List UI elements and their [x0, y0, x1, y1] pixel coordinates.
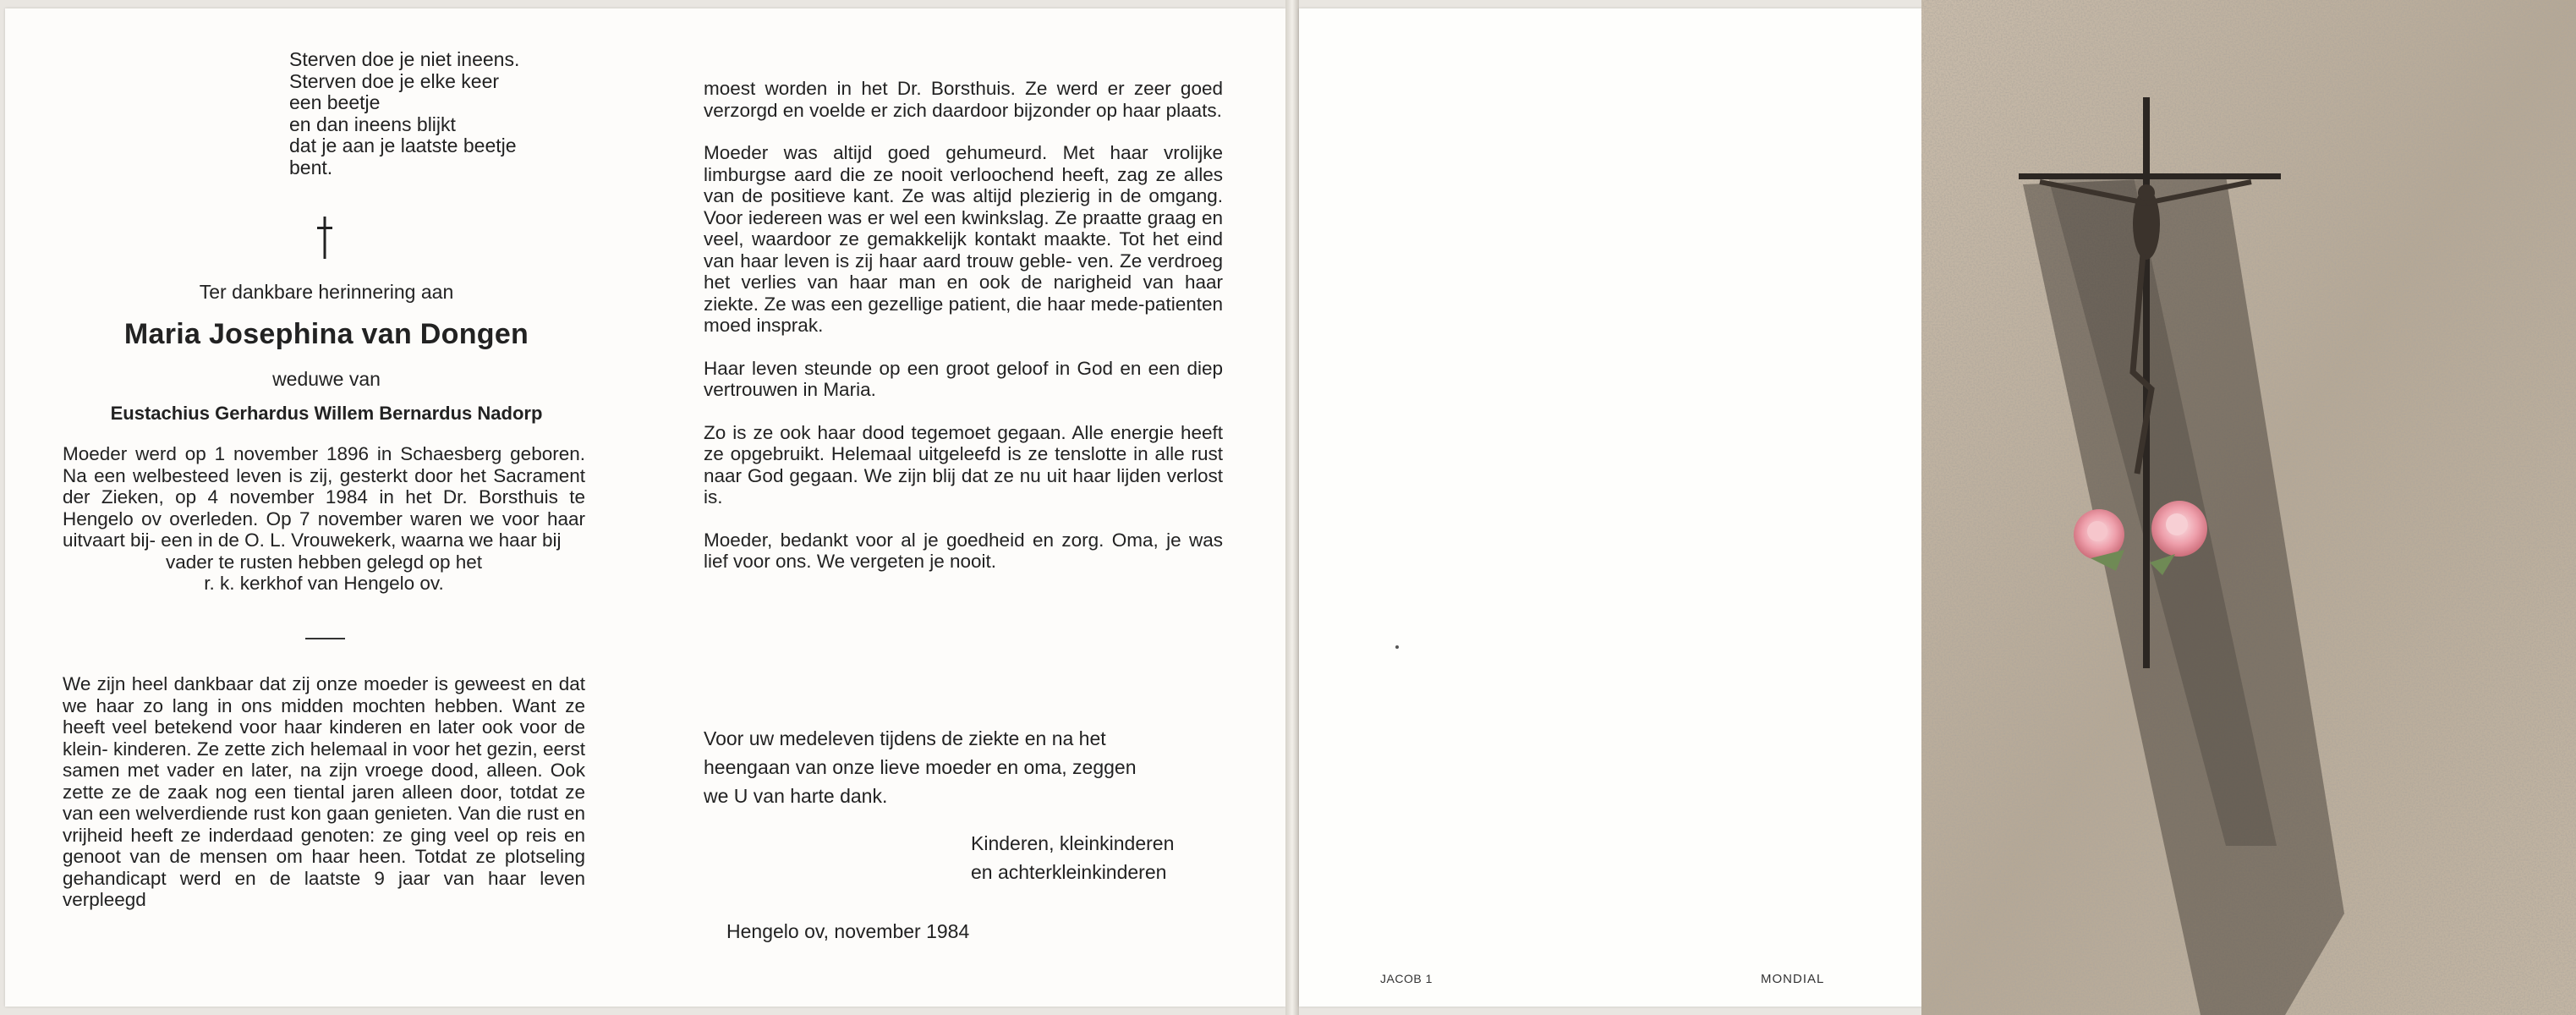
signature-line: en achterkleinkinderen — [971, 861, 1167, 883]
signature — [971, 829, 1174, 886]
poem-line: Sterven doe je elke keer — [289, 69, 500, 92]
poem-line: een beetje — [289, 91, 381, 113]
cross-icon — [316, 217, 333, 259]
crucifix-photo — [1921, 0, 2576, 1015]
inside-left-spread — [5, 8, 1285, 1007]
poem — [289, 49, 519, 178]
poem-line: dat je aan je laatste beetje — [289, 134, 517, 156]
bio-line: r. k. kerkhof van Hengelo ov. — [204, 573, 444, 594]
paragraph: Moeder was altijd goed gehumeurd. Met haar vrolijke limburgse aard die ze nooit verloochend heeft, zag ze alles van de positieve kant. Ze was altijd plezierig in de omgang. Voor iedereen was er wel een kwinkslag. Ze praatte graag en veel, waardoor ze gemakkelijk kontakt maakte. Tot het eind van haar leven is zij haar aard trouw geble- ven. Ze verdroeg het verlies van haar man en ook de narigheid van haar ziekte. Ze was een gezellige patient, die haar mede-patienten moed insprak. — [704, 142, 1223, 336]
widow-of-label: weduwe van — [272, 368, 381, 390]
biography — [63, 443, 585, 595]
text-column-1 — [63, 673, 585, 932]
paragraph: Moeder, bedankt voor al je goedheid en zorg. Oma, je was lief voor ons. We vergeten je nooit. — [704, 529, 1223, 572]
paragraph: moest worden in het Dr. Borsthuis. Ze werd er zeer goed verzorgd en voelde er zich daardoor bijzonder op haar plaats. — [704, 78, 1223, 121]
publisher-imprint: MONDIAL — [1761, 972, 1825, 986]
place-date: Hengelo ov, november 1984 — [726, 920, 970, 942]
thanks-line: we U van harte dank. — [704, 785, 888, 807]
poem-line: Sterven doe je niet ineens. — [289, 48, 520, 70]
in-memory-heading: Ter dankbare herinnering aan — [199, 281, 454, 303]
bio-text: Moeder werd op 1 november 1896 in Schaesberg geboren. Na een welbesteed leven is zij, gesterkt door het Sacrament der Zieken, op 4 november 1984 in het Dr. Borsthuis te Hengelo ov overleden. Op 7 november waren we voor haar uitvaart bij- een in de O. L. Vrouwekerk, waarna we haar bij — [63, 443, 585, 551]
poem-line: bent. — [289, 156, 333, 178]
bio-line: vader te rusten hebben gelegd op het — [165, 551, 483, 573]
thanks-line: Voor uw medeleven tijdens de ziekte en na het — [704, 727, 1106, 749]
thanks-line: heengaan van onze lieve moeder en oma, zeggen — [704, 756, 1137, 778]
husband-name: Eustachius Gerhardus Willem Bernardus Nadorp — [110, 403, 543, 424]
paragraph: We zijn heel dankbaar dat zij onze moeder is geweest en dat we haar zo lang in ons midden mochten hebben. Want ze heeft veel betekend voor haar kinderen en later ook voor de klein- kinderen. Ze zette zich helemaal in voor het gezin, eerst samen met vader en later, na zijn vroege dood, alleen. Ook zette ze de zaak nog een tiental jaren alleen door, totdat ze van een welverdiende rust kon gaan genieten. Van die rust en vrijheid heeft ze inderdaad genoten: ze ging veel op reis en genoot van de mensen om haar heen. Totdat ze plotseling gehandicapt werd en de laatste 9 jaar van haar leven verpleegd — [63, 673, 585, 910]
card-fold — [1285, 0, 1299, 1015]
signature-line: Kinderen, kleinkinderen — [971, 832, 1175, 854]
paragraph: Zo is ze ook haar dood tegemoet gegaan. Alle energie heeft ze opgebruikt. Helemaal uitgeleefd is ze tenslotte in alle rust naar God gegaan. We zijn blij dat ze nu uit haar lijden verlost is. — [704, 421, 1223, 508]
deceased-name: Maria Josephina van Dongen — [123, 318, 529, 350]
text-column-2 — [704, 78, 1223, 594]
speck — [1395, 645, 1399, 649]
card-code: JACOB 1 — [1380, 972, 1433, 985]
divider — [305, 638, 345, 639]
thanks-note — [704, 724, 1228, 810]
paragraph: Haar leven steunde op een groot geloof in God en een diep vertrouwen in Maria. — [704, 357, 1223, 400]
poem-line: en dan ineens blijkt — [289, 112, 456, 135]
